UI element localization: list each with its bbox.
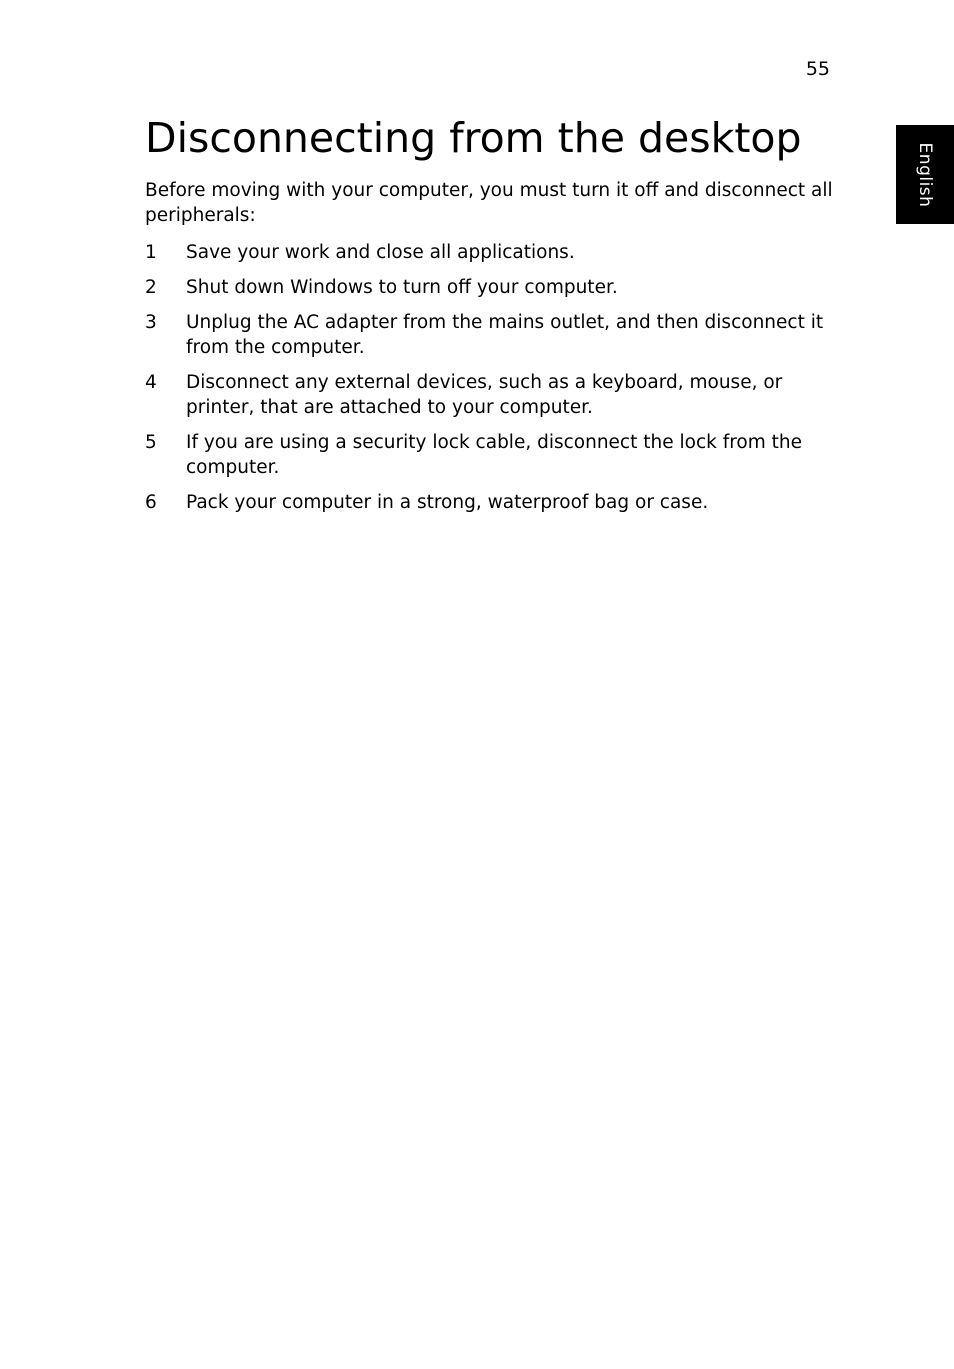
step-number: 5 [145, 432, 157, 453]
step-number: 4 [145, 372, 157, 393]
language-tab-label: English [915, 142, 935, 207]
list-item [145, 310, 835, 360]
step-text: Pack your computer in a strong, waterproof bag or case. [186, 492, 709, 513]
step-text: Save your work and close all applications. [186, 242, 575, 263]
step-text: Unplug the AC adapter from the mains outlet, and then disconnect it from the computer. [186, 312, 824, 358]
intro-paragraph: Before moving with your computer, you must turn it off and disconnect all peripherals: [145, 180, 833, 226]
list-item [145, 370, 835, 420]
step-number: 1 [145, 242, 157, 263]
list-item [145, 430, 835, 480]
step-text: If you are using a security lock cable, disconnect the lock from the computer. [186, 432, 803, 478]
list-item [145, 490, 835, 515]
page-title: Disconnecting from the desktop [145, 114, 802, 162]
steps-list [145, 240, 835, 525]
step-text: Disconnect any external devices, such as a keyboard, mouse, or printer, that are attached to your computer. [186, 372, 783, 418]
list-item [145, 240, 835, 265]
language-tab [896, 125, 954, 224]
step-number: 6 [145, 492, 157, 513]
step-number: 2 [145, 277, 157, 298]
step-text: Shut down Windows to turn off your computer. [186, 277, 618, 298]
page-number: 55 [805, 58, 830, 80]
list-item [145, 275, 835, 300]
step-number: 3 [145, 312, 157, 333]
